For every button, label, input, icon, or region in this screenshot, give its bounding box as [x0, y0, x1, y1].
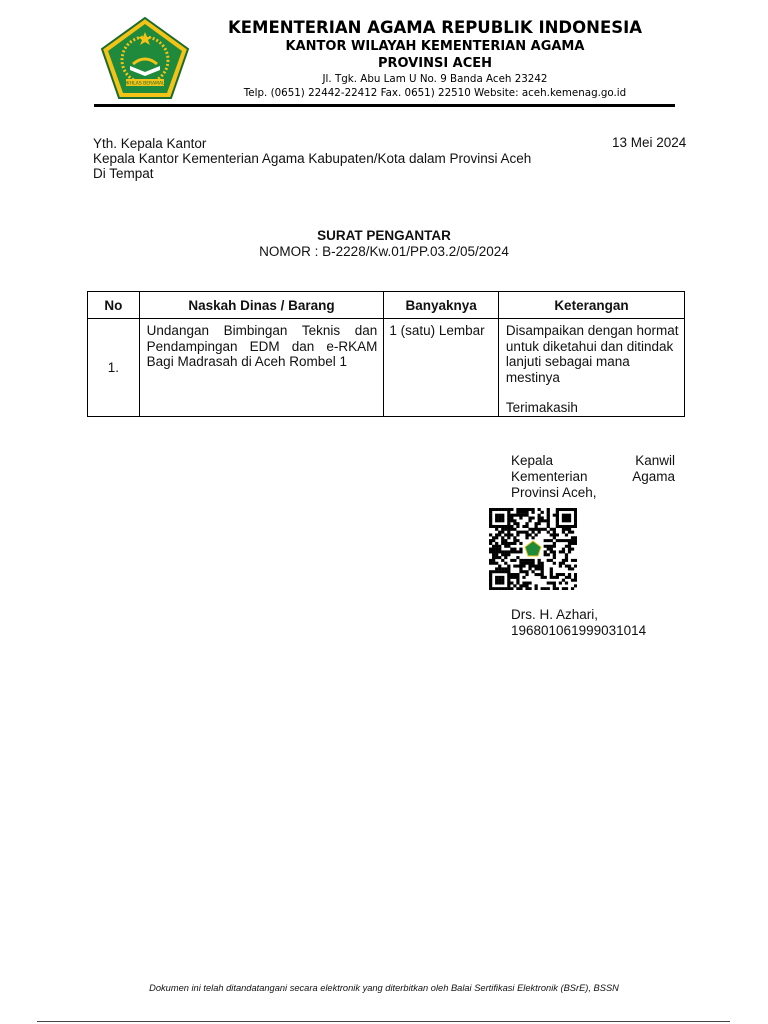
cell-naskah: Undangan Bimbingan Teknis dan Pendampingan EDM dan e-RKAM Bagi Madrasah di Aceh Rombel 1	[139, 319, 384, 417]
qr-code-signature	[489, 508, 577, 590]
cell-no: 1.	[88, 319, 140, 417]
recipient-line-1: Yth. Kepala Kantor	[93, 136, 207, 151]
signature-block	[511, 607, 646, 639]
signer-name: Drs. H. Azhari,	[511, 607, 599, 622]
letter-date: 13 Mei 2024	[612, 135, 687, 150]
recipient-line-2: Kepala Kantor Kementerian Agama Kabupaten/Kota dalam Provinsi Aceh	[93, 151, 532, 166]
letter-title: SURAT PENGANTAR	[317, 228, 451, 243]
items-table	[87, 291, 685, 417]
letter-number: NOMOR : B-2228/Kw.01/PP.03.2/05/2024	[259, 244, 509, 259]
recipient-line-3: Di Tempat	[93, 166, 154, 181]
cell-keterangan	[498, 319, 684, 417]
table-row	[88, 319, 685, 417]
table-header-row	[88, 292, 685, 319]
keterangan-text: Disampaikan dengan hormat untuk diketahui dan ditindak lanjuti sebagai mana mestinya	[505, 323, 679, 385]
letterhead-address: Jl. Tgk. Abu Lam U No. 9 Banda Aceh 23242	[322, 73, 548, 85]
letterhead-contact: Telp. (0651) 22442-22412 Fax. 0651) 22510 Website: aceh.kemenag.go.id	[243, 87, 627, 99]
letterhead-divider	[94, 104, 675, 107]
cell-banyaknya: 1 (satu) Lembar	[384, 319, 499, 417]
letterhead-office: KANTOR WILAYAH KEMENTERIAN AGAMA	[285, 39, 585, 54]
letterhead-province: PROVINSI ACEH	[377, 56, 493, 71]
header-banyaknya: Banyaknya	[384, 292, 499, 319]
footer-divider	[37, 1021, 730, 1022]
letterhead-ministry: KEMENTERIAN AGAMA REPUBLIK INDONESIA	[227, 18, 643, 37]
header-naskah: Naskah Dinas / Barang	[139, 292, 384, 319]
signer-nip: 196801061999031014	[511, 623, 647, 638]
header-no: No	[88, 292, 140, 319]
signature-position: Kepala Kanwil Kementerian Agama Provinsi Aceh,	[511, 453, 675, 500]
header-keterangan: Keterangan	[498, 292, 684, 319]
keterangan-closing: Terimakasih	[505, 400, 578, 415]
footer-note: Dokumen ini telah ditandatangani secara elektronik yang diterbitkan oleh Balai Sertifikasi Elektronik (BSrE), BSSN	[149, 983, 619, 993]
kemenag-logo	[100, 16, 190, 100]
svg-text:IKHLAS BERAMAL: IKHLAS BERAMAL	[125, 81, 165, 87]
